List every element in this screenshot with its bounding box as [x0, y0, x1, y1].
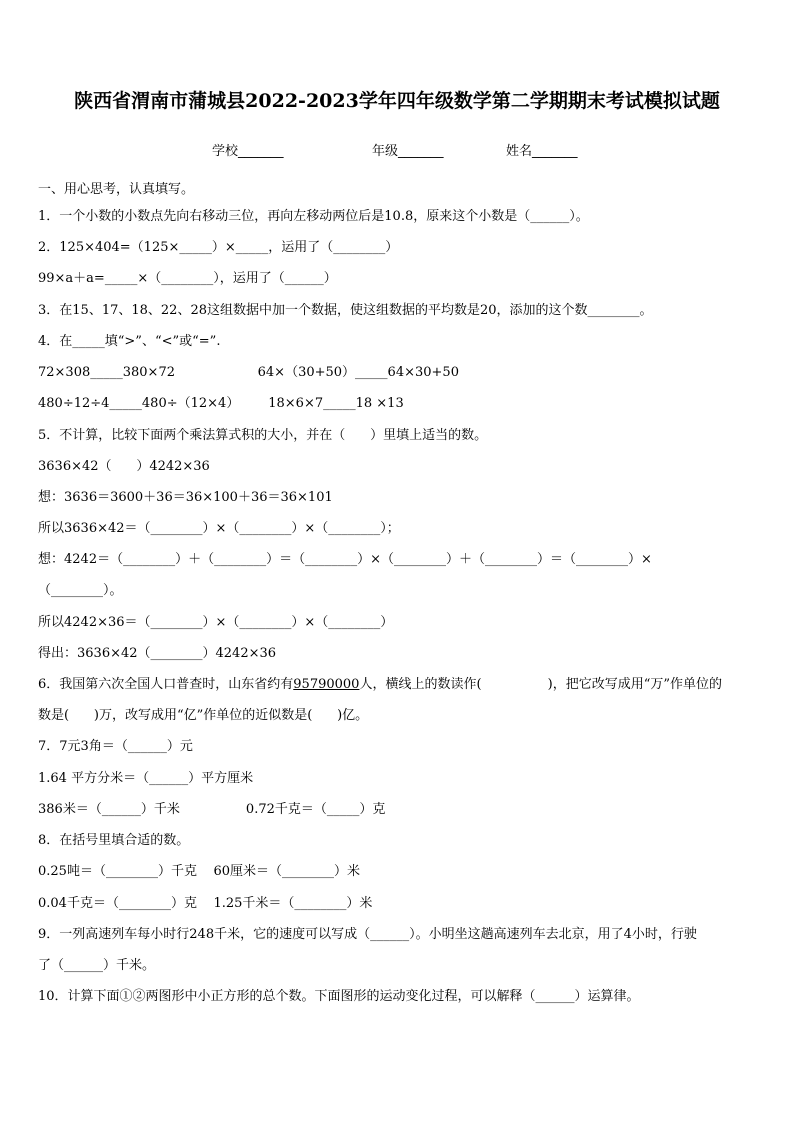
- question-6-text: 6．我国第六次全国人口普查时，山东省约有: [38, 677, 294, 692]
- question-5-line-2: 3636×42（ ）4242×36: [38, 459, 210, 474]
- question-2: 2．125×404=（125×_____）×_____，运用了（________）: [38, 240, 399, 255]
- question-2-line-2: 99×a＋a=_____×（________），运用了（______）: [38, 271, 337, 286]
- page-title: 陕西省渭南市蒲城县2022-2023学年四年级数学第二学期期末考试模拟试题: [74, 90, 720, 112]
- grade-field: 年级_______: [372, 144, 444, 159]
- question-8-line-3: 0.04千克＝（________）克 1.25千米＝（________）米: [38, 896, 373, 911]
- question-7-line-2: 1.64 平方分米＝（______）平方厘米: [38, 771, 254, 786]
- question-1: 1．一个小数的小数点先向右移动三位，再向左移动两位后是10.8，原来这个小数是（______）。: [38, 209, 589, 224]
- school-field: 学校_______: [212, 144, 284, 159]
- question-5: 5．不计算，比较下面两个乘法算式积的大小，并在（ ）里填上适当的数。: [38, 428, 488, 443]
- question-5-line-4: 所以3636×42＝（________）×（________）×（________）；: [38, 521, 400, 536]
- question-6-rest: 人，横线上的数读作( )，把它改写成用“万”作单位的: [359, 677, 723, 692]
- question-9-line-2: 了（______）千米。: [38, 958, 156, 973]
- question-7-line-3: 386米＝（______）千米 0.72千克＝（_____）克: [38, 802, 386, 817]
- question-4-row-2: 480÷12÷4_____480÷（12×4） 18×6×7_____18 ×13: [38, 396, 404, 411]
- question-5-line-3: 想：3636＝3600＋36＝36×100＋36＝36×101: [38, 490, 333, 505]
- question-9: 9．一列高速列车每小时行248千米，它的速度可以写成（______）。小明坐这趟高速列车去北京，用了4小时，行驶: [38, 927, 697, 942]
- question-5-line-8: 得出：3636×42（________）4242×36: [38, 646, 277, 661]
- question-5-line-5: 想：4242＝（________）＋（________）＝（________）×（________）＋（________）＝（________）×: [38, 552, 652, 567]
- question-6: [38, 677, 722, 693]
- population-number: 95790000: [293, 677, 360, 692]
- question-6-line-2: 数是( )万，改写成用“亿”作单位的近似数是( )亿。: [38, 708, 369, 723]
- question-3: 3．在15、17、18、22、28这组数据中加一个数据，使这组数据的平均数是20，添加的这个数________。: [38, 303, 653, 318]
- question-8: 8．在括号里填合适的数。: [38, 833, 190, 848]
- question-4: 4．在_____填“>”、“<”或“=”.: [38, 334, 221, 349]
- section-heading: 一、用心思考，认真填写。: [38, 182, 195, 197]
- question-4-row-1: 72×308_____380×72 64×（30+50）_____64×30+50: [38, 365, 459, 380]
- question-5-line-7: 所以4242×36＝（________）×（________）×（________）: [38, 615, 394, 630]
- question-10: 10．计算下面①②两图形中小正方形的总个数。下面图形的运动变化过程，可以解释（______）运算律。: [38, 989, 640, 1004]
- question-5-line-6: （________）。: [38, 583, 123, 598]
- name-field: 姓名_______: [506, 144, 578, 159]
- question-7: 7．7元3角＝（______）元: [38, 739, 193, 754]
- question-8-line-2: 0.25吨＝（________）千克 60厘米＝（________）米: [38, 864, 361, 879]
